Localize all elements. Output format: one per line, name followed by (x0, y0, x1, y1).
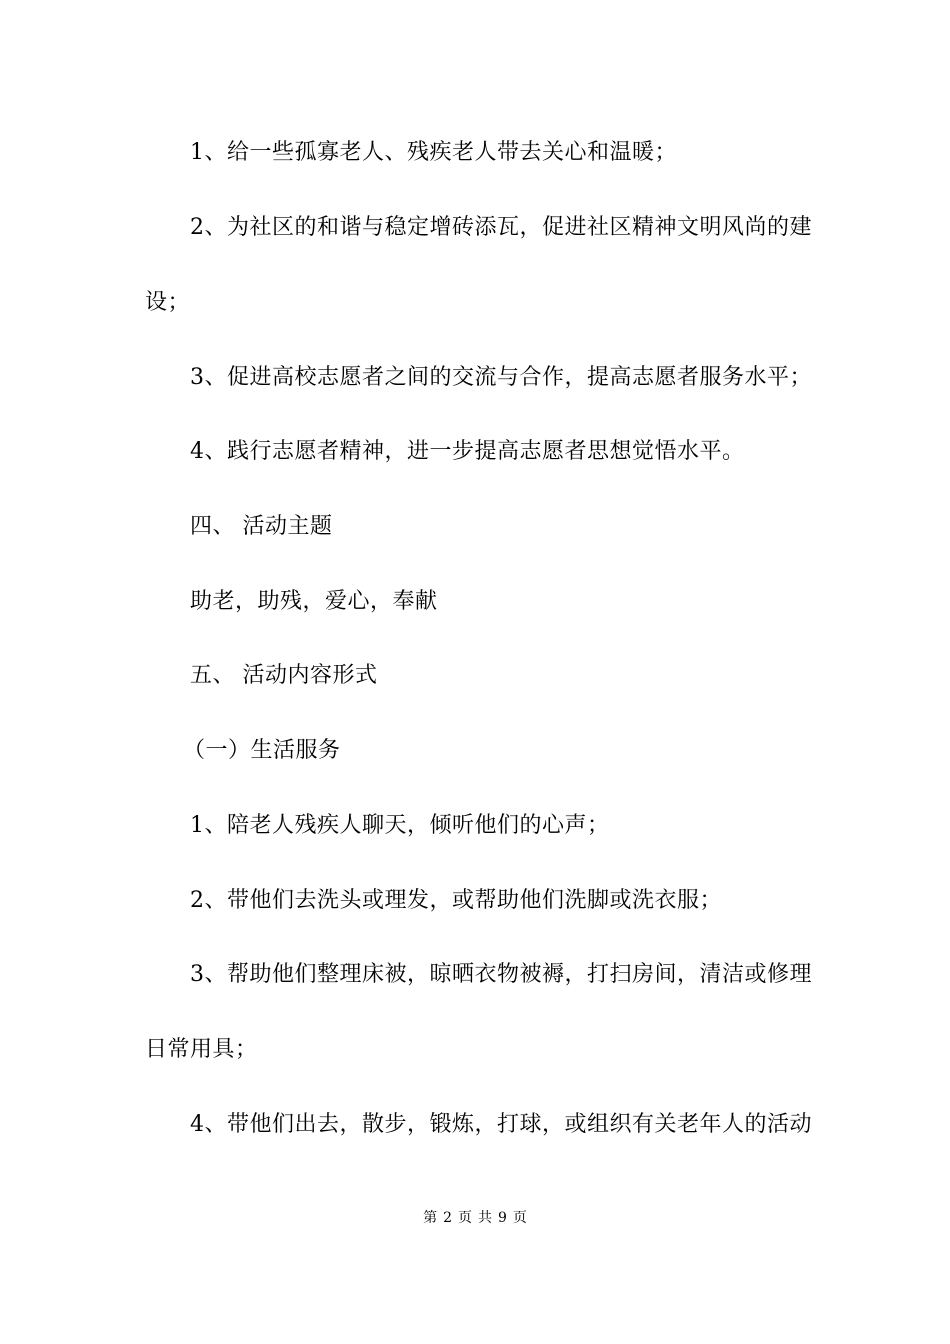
paragraph-theme: 助老，助残，爱心，奉献 (190, 589, 438, 614)
page-footer (0, 1208, 950, 1228)
paragraph-goal-1: 1、给一些孤寡老人、残疾老人带去关心和温暖； (190, 140, 677, 165)
footer-page-label: 第 (423, 1210, 438, 1226)
paragraph-service-2: 2、带他们去洗头或理发，或帮助他们洗脚或洗衣服； (190, 888, 722, 913)
paragraph-service-4: 4、带他们出去，散步，锻炼，打球，或组织有关老年人的活动 (190, 1112, 812, 1137)
paragraph-goal-3: 3、促进高校志愿者之间的交流与合作，提高志愿者服务水平； (190, 365, 812, 390)
paragraph-goal-2: 2、为社区的和谐与稳定增砖添瓦，促进社区精神文明风尚的建 (190, 215, 812, 240)
section-heading-content: 五、 活动内容形式 (190, 663, 378, 688)
footer-total-pages: 9 (498, 1210, 507, 1226)
paragraph-service-1: 1、陪老人残疾人聊天，倾听他们的心声； (190, 813, 610, 838)
subsection-heading-life-service: （一）生活服务 (183, 738, 341, 763)
section-heading-theme: 四、 活动主题 (190, 514, 333, 539)
paragraph-service-3-continued: 日常用具； (145, 1037, 258, 1062)
paragraph-goal-4: 4、践行志愿者精神，进一步提高志愿者思想觉悟水平。 (190, 439, 745, 464)
paragraph-goal-2-continued: 设； (145, 290, 191, 315)
footer-page-unit: 页 (458, 1210, 472, 1226)
footer-total-unit: 页 (512, 1210, 527, 1226)
paragraph-service-3: 3、帮助他们整理床被，晾晒衣物被褥，打扫房间，清洁或修理 (190, 962, 812, 987)
footer-page-number: 2 (443, 1210, 452, 1226)
footer-total-label: 共 (478, 1210, 492, 1226)
